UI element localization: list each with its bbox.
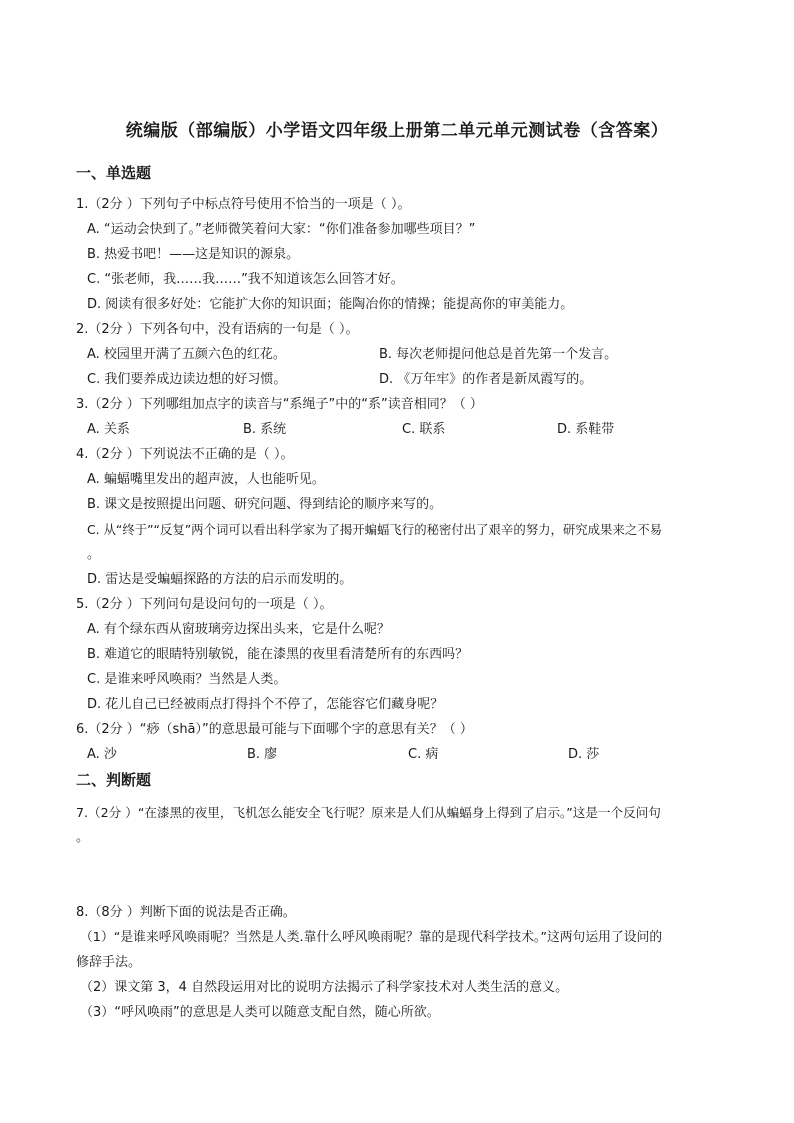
question-3-option-b: B. 系统 [243,422,287,437]
section-judgment: 二、判断题 [76,771,152,789]
question-2-option-b: B. 每次老师提问他总是首先第一个发言。 [379,347,618,362]
question-8-statement-1-line2: 修辞手法。 [76,955,142,970]
question-4-option-c-line1: C. 从“终于”“反复”两个词可以看出科学家为了揭开蝙蝠飞行的秘密付出了艰辛的努力，研究成果来之不易 [87,522,663,537]
question-4-option-d: D. 雷达是受蝙蝠探路的方法的启示而发明的。 [87,572,353,587]
question-5-option-a: A. 有个绿东西从窗玻璃旁边探出头来，它是什么呢？ [87,622,390,637]
question-6-option-c: C. 病 [408,747,439,762]
question-6-option-b: B. 廖 [247,747,278,762]
question-5-stem: 5.（2分 ）下列问句是设问句的一项是（ ）。 [76,597,333,612]
page-title: 统编版（部编版）小学语文四年级上册第二单元单元测试卷（含答案） [125,121,669,141]
question-4-option-a: A. 蝙蝠嘴里发出的超声波，人也能听见。 [87,472,325,487]
question-5-option-d: D. 花儿自己已经被雨点打得抖个不停了，怎能容它们藏身呢？ [87,697,444,712]
question-7-line1: 7.（2分 ）“在漆黑的夜里，飞机怎么能安全飞行呢？原来是人们从蝙蝠身上得到了启示。”这是一个反问句 [76,805,661,820]
question-3-option-a: A. 关系 [87,422,130,437]
question-4-stem: 4.（2分 ）下列说法不正确的是（ ）。 [76,447,294,462]
question-8-statement-3: （3）“呼风唤雨”的意思是人类可以随意支配自然，随心所欲。 [80,1005,440,1020]
question-1-stem: 1.（2分 ）下列句子中标点符号使用不恰当的一项是（ ）。 [76,197,411,212]
question-3-option-d: D. 系鞋带 [557,422,615,437]
question-1-option-a: A. “运动会快到了。”老师微笑着问大家：“你们准备参加哪些项目？” [87,222,476,237]
question-6-option-d: D. 莎 [568,747,600,762]
section-single-choice: 一、单选题 [76,164,152,182]
question-2-option-c: C. 我们要养成边读边想的好习惯。 [87,372,287,387]
question-6-option-a: A. 沙 [87,747,117,762]
question-2-option-a: A. 校园里开满了五颜六色的红花。 [87,347,286,362]
question-1-option-b: B. 热爱书吧！——这是知识的源泉。 [87,247,300,262]
question-4-option-c-line2: 。 [87,547,101,562]
question-5-option-b: B. 难道它的眼睛特别敏锐，能在漆黑的夜里看清楚所有的东西吗？ [87,647,469,662]
question-3-stem: 3.（2分 ）下列哪组加点字的读音与“系绳子”中的“系”读音相同？（ ） [76,397,483,412]
question-7-line2: 。 [76,830,90,845]
question-8-statement-1-line1: （1）“是谁来呼风唤雨呢？当然是人类.靠什么呼风唤雨呢？靠的是现代科学技术。”这两句运用了设问的 [80,930,663,945]
question-5-option-c: C. 是谁来呼风唤雨？当然是人类。 [87,672,287,687]
question-1-option-c: C. “张老师，我……我……”我不知道该怎么回答才好。 [87,272,404,287]
question-3-option-c: C. 联系 [402,422,446,437]
question-8-statement-2: （2）课文第 3，4 自然段运用对比的说明方法揭示了科学家技术对人类生活的意义。 [80,980,569,995]
question-2-stem: 2.（2分 ）下列各句中，没有语病的一句是（ ）。 [76,322,359,337]
question-1-option-d: D. 阅读有很多好处：它能扩大你的知识面；能陶冶你的情操；能提高你的审美能力。 [87,297,574,312]
question-8-stem: 8.（8分 ）判断下面的说法是否正确。 [76,905,296,920]
question-2-option-d: D. 《万年牢》的作者是新凤霞写的。 [379,372,593,387]
question-6-stem: 6.（2分 ）“痧（shā）”的意思最可能与下面哪个字的意思有关？（ ） [76,722,473,737]
question-4-option-b: B. 课文是按照提出问题、研究问题、得到结论的顺序来写的。 [87,497,443,512]
